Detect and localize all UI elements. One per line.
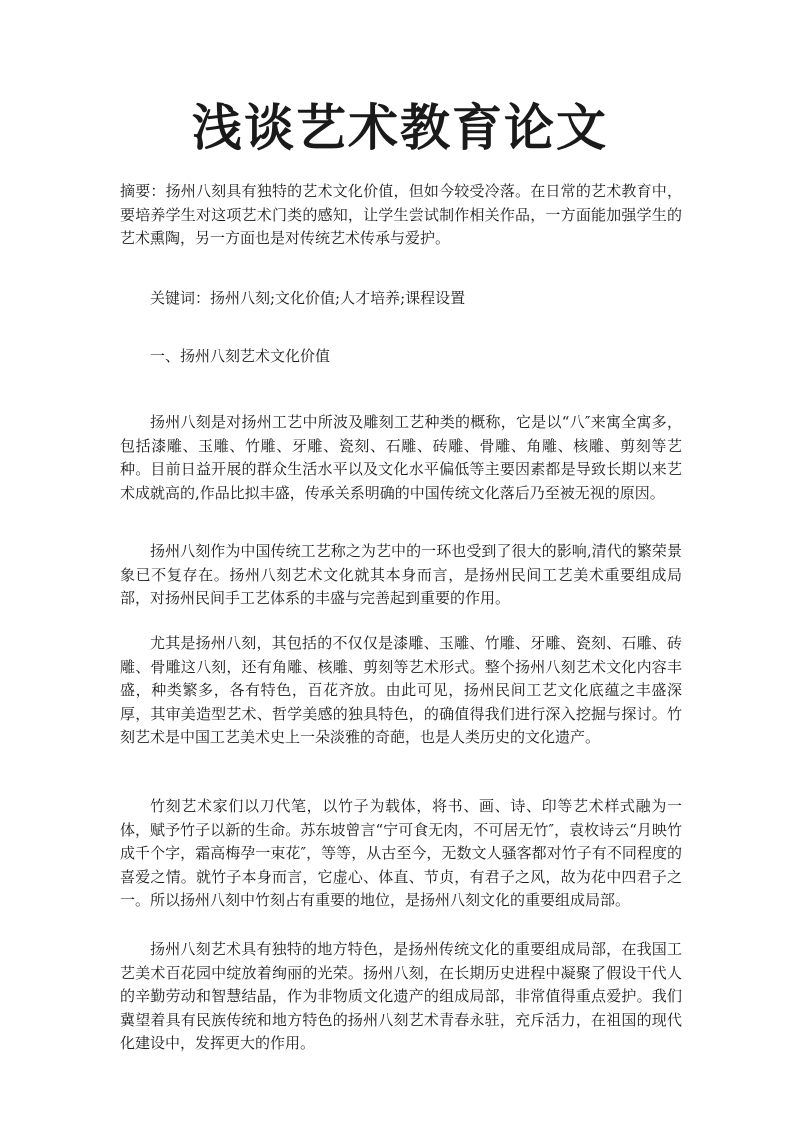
body-paragraph-4: 竹刻艺术家们以刀代笔，以竹子为载体，将书、画、诗、印等艺术样式融为一体，赋予竹子以新的生命。苏东坡曾言“宁可食无肉，不可居无竹″，袁枚诗云“月映竹成千个字，霜高梅孕一束花″，等等，从古至今，无数文人骚客都对竹子有不同程度的喜爱之情。就竹子本身而言，它虚心、体直、节贞，有君子之风，故为花中四君子之一。所以扬州八刻中竹刻占有重要的地位，是扬州八刻文化的重要组成局部。 (120, 797, 682, 909)
section-heading: 一、扬州八刻艺术文化价值 (150, 347, 331, 365)
body-paragraph-1: 扬州八刻是对扬州工艺中所波及雕刻工艺种类的概称，它是以“八″来寓全寓多，包括漆雕、玉雕、竹雕、牙雕、瓷刻、石雕、砖雕、骨雕、角雕、核雕、剪刻等艺种。目前日益开展的群众生活水平以及文化水平偏低等主要因素都是导致长期以来艺术成就高的,作品比拟丰盛，传承关系明确的中国传统文化落后乃至被无视的原因。 (120, 413, 682, 502)
document-title: 浅谈艺术教育论文 (192, 98, 608, 157)
body-paragraph-2: 扬州八刻作为中国传统工艺称之为艺中的一环也受到了很大的影响,清代的繁荣景象已不复存在。扬州八刻艺术文化就其本身而言，是扬州民间工艺美术重要组成局部，对扬州民间手工艺体系的丰盛与完善起到重要的作用。 (120, 542, 682, 607)
body-paragraph-5: 扬州八刻艺术具有独特的地方特色，是扬州传统文化的重要组成局部，在我国工艺美术百花园中绽放着绚丽的光荣。扬州八刻，在长期历史进程中凝聚了假设干代人的辛勤劳动和智慧结晶，作为非物质文化遗产的组成局部，非常值得重点爱护。我们冀望着具有民族传统和地方特色的扬州八刻艺术青春永驻，充斥活力，在祖国的现代化建设中，发挥更大的作用。 (120, 940, 682, 1052)
abstract-paragraph: 摘要：扬州八刻具有独特的艺术文化价值，但如今较受冷落。在日常的艺术教育中，要培养学生对这项艺术门类的感知，让学生尝试制作相关作品，一方面能加强学生的艺术熏陶，另一方面也是对传统艺术传承与爱护。 (120, 182, 682, 247)
body-paragraph-3: 尤其是扬州八刻，其包括的不仅仅是漆雕、玉雕、竹雕、牙雕、瓷刻、石雕、砖雕、骨雕这八刻，还有角雕、核雕、剪刻等艺术形式。整个扬州八刻艺术文化内容丰盛，种类繁多，各有特色，百花齐放。由此可见，扬州民间工艺文化底蕴之丰盛深厚，其审美造型艺术、哲学美感的独具特色，的确值得我们进行深入挖掘与探讨。竹刻艺术是中国工艺美术史上一朵淡雅的奇葩，也是人类历史的文化遗产。 (120, 634, 682, 746)
keywords-line: 关键词：扬州八刻;文化价值;人才培养;课程设置 (150, 289, 466, 307)
